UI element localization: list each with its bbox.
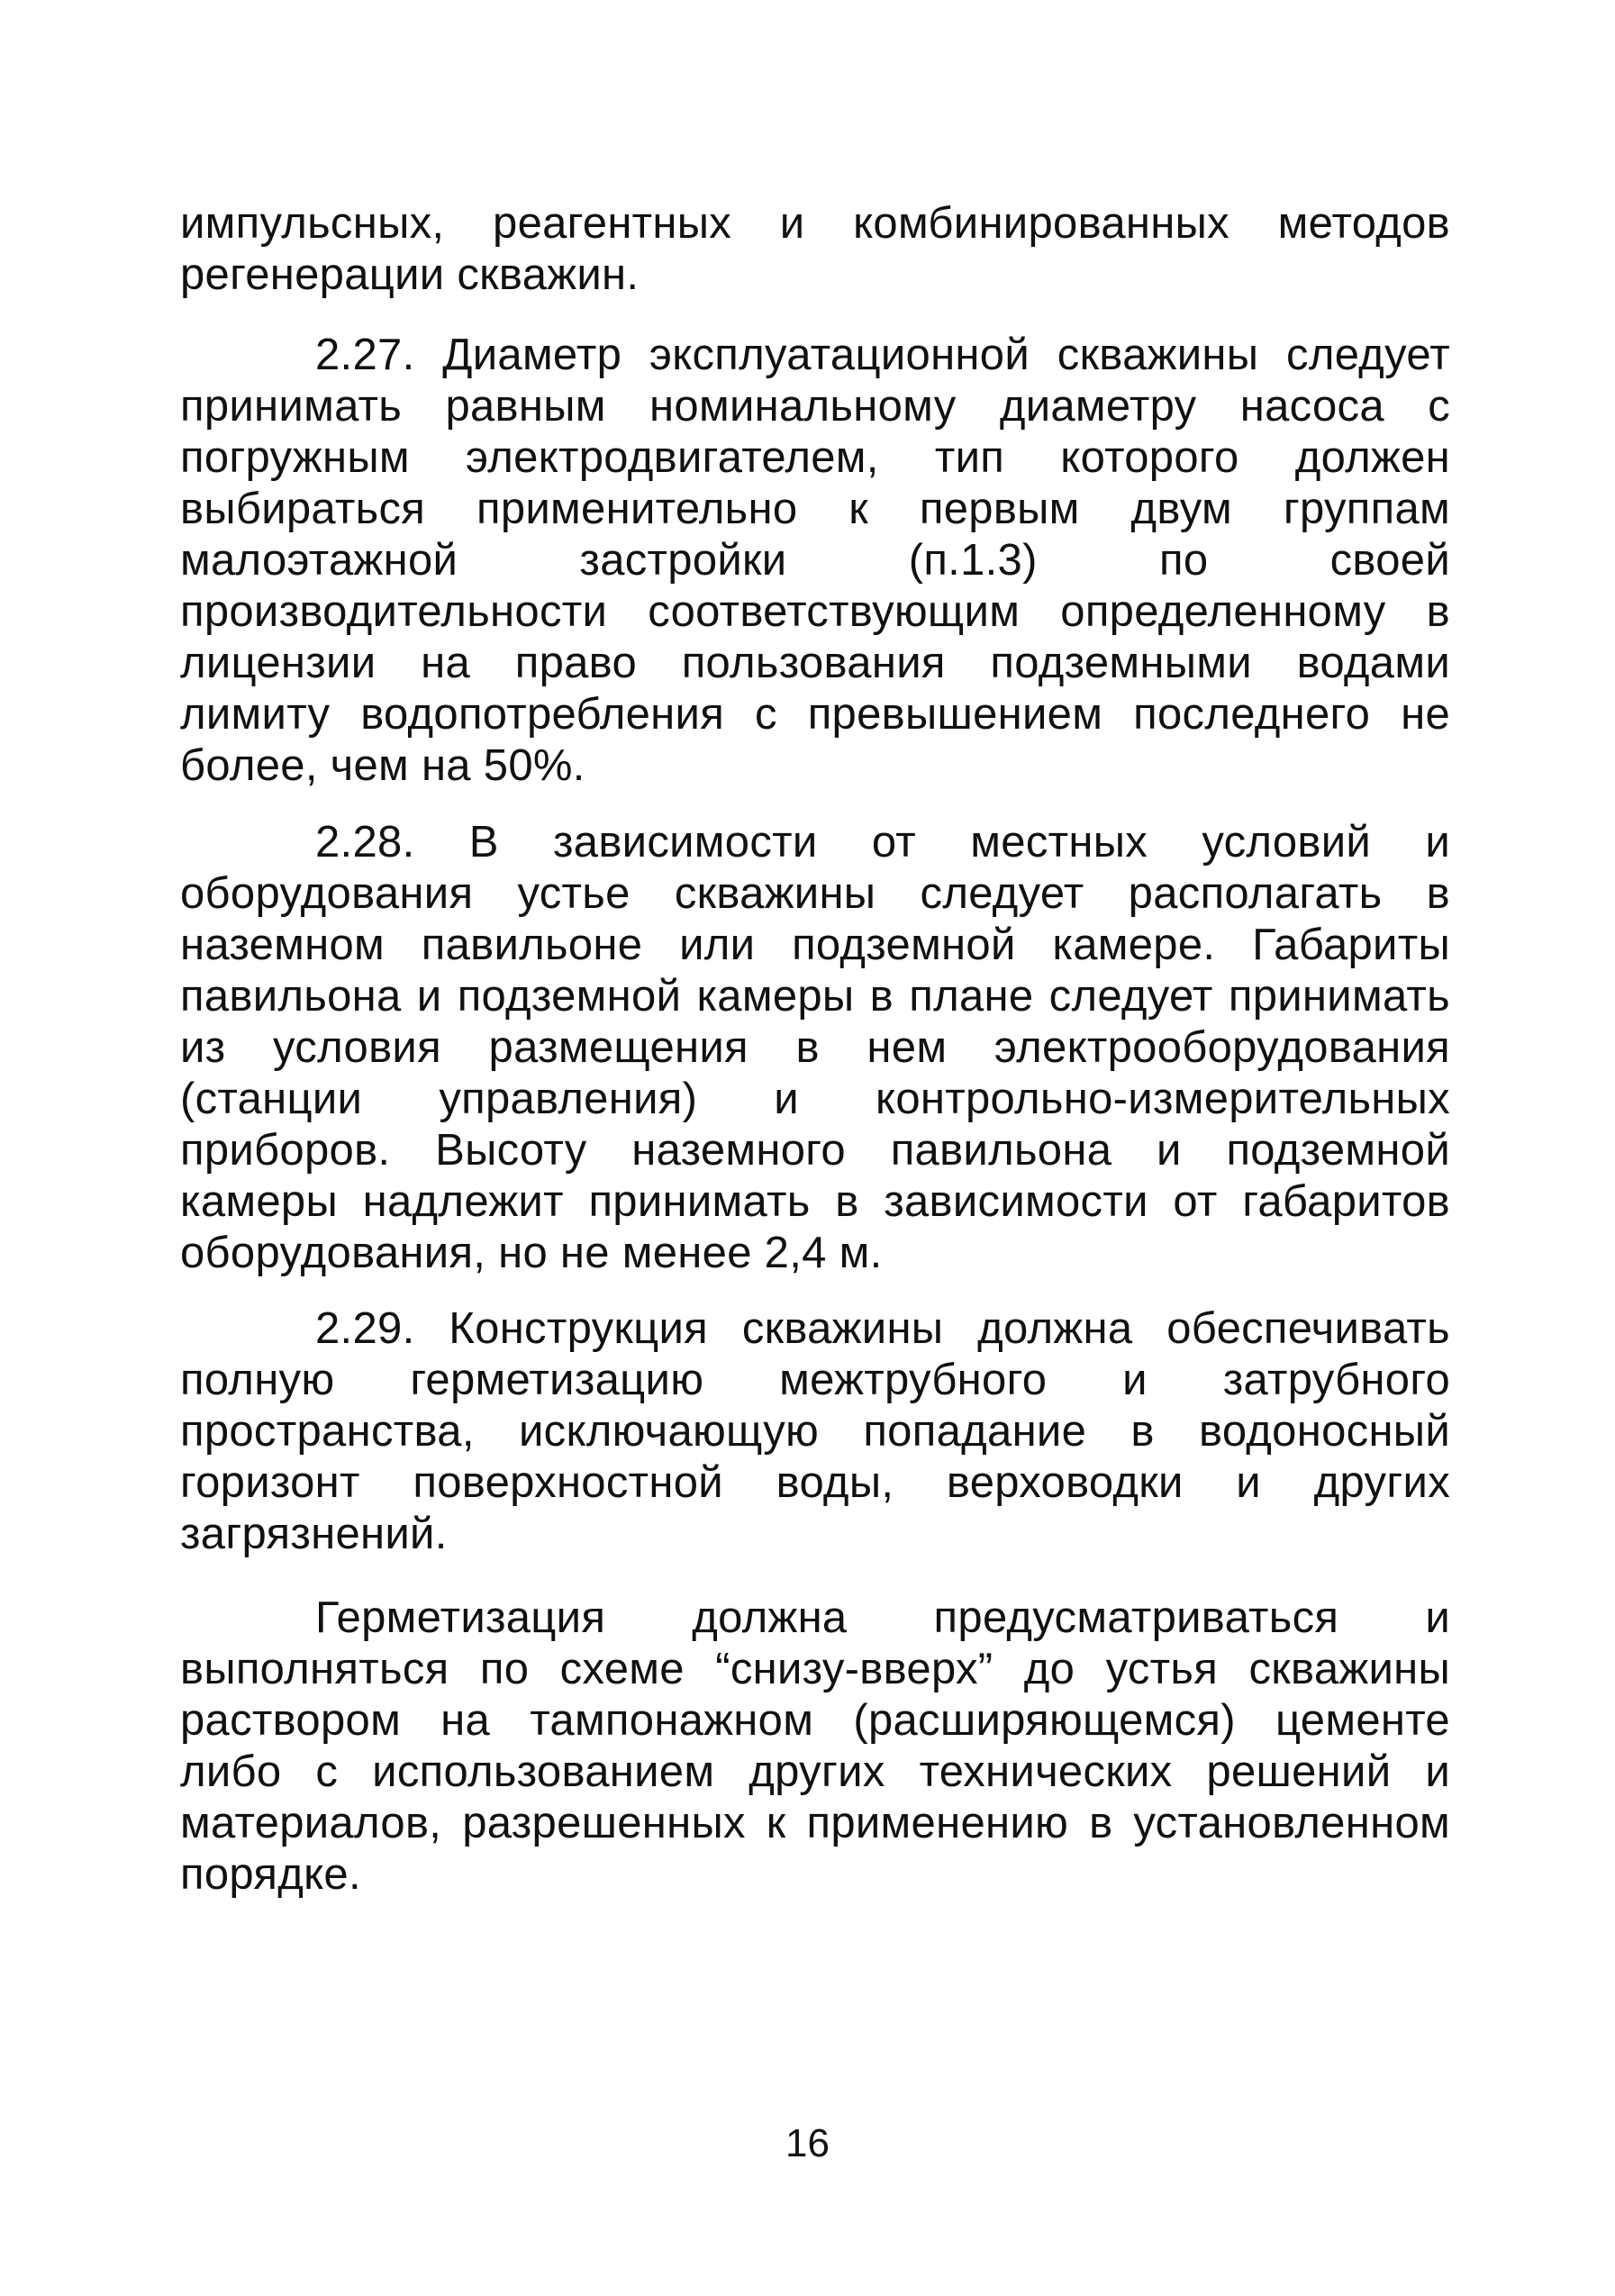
paragraph-sealing-block xyxy=(180,1593,1450,1901)
paragraph-sealing: Герметизация должна предусматриваться и выполняться по схеме “снизу-вверх” до устья скважины раствором на тампонажном (расширяющемся) цементе либо с использованием других технических решений и материалов, разрешенных к применению в установленном порядке. xyxy=(180,1593,1450,1899)
paragraph-continuation-block xyxy=(180,198,1450,301)
paragraph-continuation: импульсных, реагентных и комбинированных методов регенерации скважин. xyxy=(180,199,1450,299)
paragraph-2-28-block xyxy=(180,817,1450,1279)
paragraph-2-27: 2.27. Диаметр эксплуатационной скважины следует принимать равным номинальному диаметру насоса с погружным электродвигателем, тип которого должен выбираться применительно к первым двум группам малоэтажной застройки (п.1.3) по своей производительности соответствующим определенному в лицензии на право пользования подземными водами лимиту водопотребления с превышением последнего не более, чем на 50%. xyxy=(180,331,1450,790)
paragraph-2-28: 2.28. В зависимости от местных условий и оборудования устье скважины следует располагать в наземном павильоне или подземной камере. Габариты павильона и подземной камеры в плане следует принимать из условия размещения в нем электрооборудования (станции управления) и контрольно-измерительных приборов. Высоту наземного павильона и подземной камеры надлежит принимать в зависимости от габаритов оборудования, но не менее 2,4 м. xyxy=(180,818,1450,1277)
paragraph-2-29-block xyxy=(180,1303,1450,1560)
paragraph-2-29: 2.29. Конструкция скважины должна обеспечивать полную герметизацию межтрубного и затрубного пространства, исключающую попадание в водоносный горизонт поверхностной воды, верховодки и других загрязнений. xyxy=(180,1304,1450,1558)
paragraph-2-27-block xyxy=(180,330,1450,792)
page-number: 16 xyxy=(785,2121,830,2165)
